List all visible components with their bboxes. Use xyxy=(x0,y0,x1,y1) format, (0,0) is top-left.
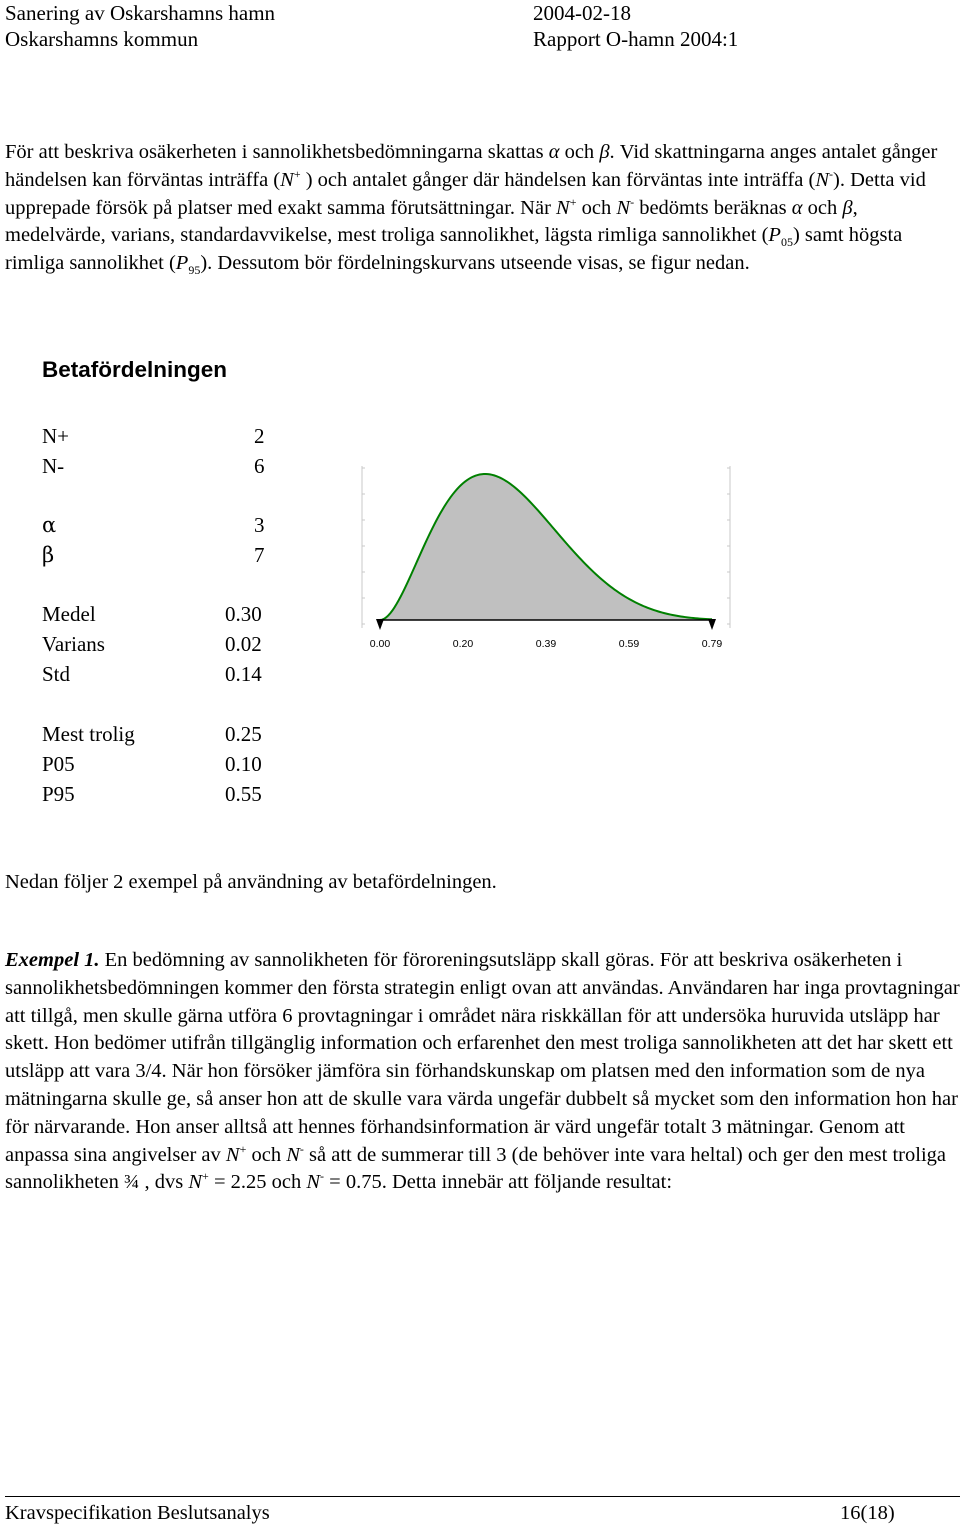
stat-label-alpha: α xyxy=(42,513,57,537)
examples-intro: Nedan följer 2 exempel på användning av betafördelningen. xyxy=(5,871,497,893)
example-1-paragraph: Exempel 1. En bedömning av sannolikheten för föroreningsutsläpp skall göras. För att beskriva osäkerheten i sannolikhetsbedömningen kommer den första strategin enligt ovan att användas. Användaren har inga provtagningar att tillgå, men skulle gärna utföra 6 provtagningar i området nära riskkällan för att undersöka huruvida utsläpp har skett. Hon bedömer utifrån tillgänglig information och erfarenhet den mest troliga sannolikheten att det har skett ett utsläpp att vara 3/4. När hon försöker jämföra sin förhandskunskap om platsen med den information som de nya mätningarna skulle ge, så anser hon att de skulle vara värda ungefär dubbelt så mycket som den information hon har för närvarande. Hon anser alltså att hennes förhandsinformation är värd ungefär totalt 3 mätningar. Genom att anpassa sina angivelser av N+ och N- så att de summerar till 3 (de behöver inte vara heltal) och ger den mest troliga sannolikheten ¾ , dvs N+ = 2.25 och N- = 0.75. Detta innebär att följande resultat: xyxy=(5,949,960,1194)
range-marker xyxy=(376,619,384,630)
stat-label-std: Std xyxy=(42,662,71,686)
stat-value-nplus: 2 xyxy=(254,424,265,448)
stat-label-p95: P95 xyxy=(42,782,75,806)
footer-page-number: 16(18) xyxy=(840,1502,895,1524)
x-tick-label: 0.39 xyxy=(535,638,557,650)
stat-value-alpha: 3 xyxy=(254,513,265,537)
intro-paragraph: För att beskriva osäkerheten i sannolikhetsbedömningarna skattas α och β. Vid skattningarna anges antalet gånger händelsen kan förväntas inträffa (N+ ) och antalet gånger där händelsen kan förväntas inte inträffa (N-). Detta vid upprepade försök på platser med exakt samma förutsättningar. När N+ och N- bedömts beräknas α och β, medelvärde, varians, standardavvikelse, mest troliga sannolikhet, lägsta rimliga sannolikhet $(P_{05})$ samt högsta rimliga sannolikhet $(P_{95})$. Dessutom bör fördelningskurvans utseende visas, se figur nedan. xyxy=(5,141,938,278)
range-marker xyxy=(708,619,716,630)
stat-value-medel: 0.30 xyxy=(225,602,262,626)
header-title: Sanering av Oskarshamns hamn xyxy=(5,1,276,25)
stat-value-p05: 0.10 xyxy=(225,752,262,776)
footer-left: Kravspecifikation Beslutsanalys xyxy=(5,1502,270,1524)
beta-distribution-chart xyxy=(340,450,760,665)
stat-label-p05: P05 xyxy=(42,752,75,776)
x-tick-label: 0.79 xyxy=(701,638,723,650)
stat-value-p95: 0.55 xyxy=(225,782,262,806)
header-org: Oskarshamns kommun xyxy=(5,27,199,51)
stat-label-nminus: N- xyxy=(42,454,65,478)
stat-value-varians: 0.02 xyxy=(225,632,262,656)
stat-label-varians: Varians xyxy=(42,632,105,656)
header-date: 2004-02-18 xyxy=(533,1,631,25)
x-tick-label: 0.59 xyxy=(618,638,640,650)
stat-value-nminus: 6 xyxy=(254,454,265,478)
stat-value-beta: 7 xyxy=(254,543,265,567)
density-area xyxy=(380,474,712,620)
stat-label-beta: β xyxy=(42,543,55,567)
example-label: Exempel 1. xyxy=(5,949,100,971)
stat-label-nplus: N+ xyxy=(42,424,70,448)
header-report: Rapport O-hamn 2004:1 xyxy=(533,27,739,51)
stat-value-std: 0.14 xyxy=(225,662,262,686)
stats-title: Betafördelningen xyxy=(42,357,228,382)
x-tick-label: 0.20 xyxy=(452,638,474,650)
stat-value-mest-trolig: 0.25 xyxy=(225,722,262,746)
stat-label-medel: Medel xyxy=(42,602,96,626)
footer-divider xyxy=(5,1496,960,1497)
stat-label-mest-trolig: Mest trolig xyxy=(42,722,135,746)
x-tick-label: 0.00 xyxy=(369,638,391,650)
